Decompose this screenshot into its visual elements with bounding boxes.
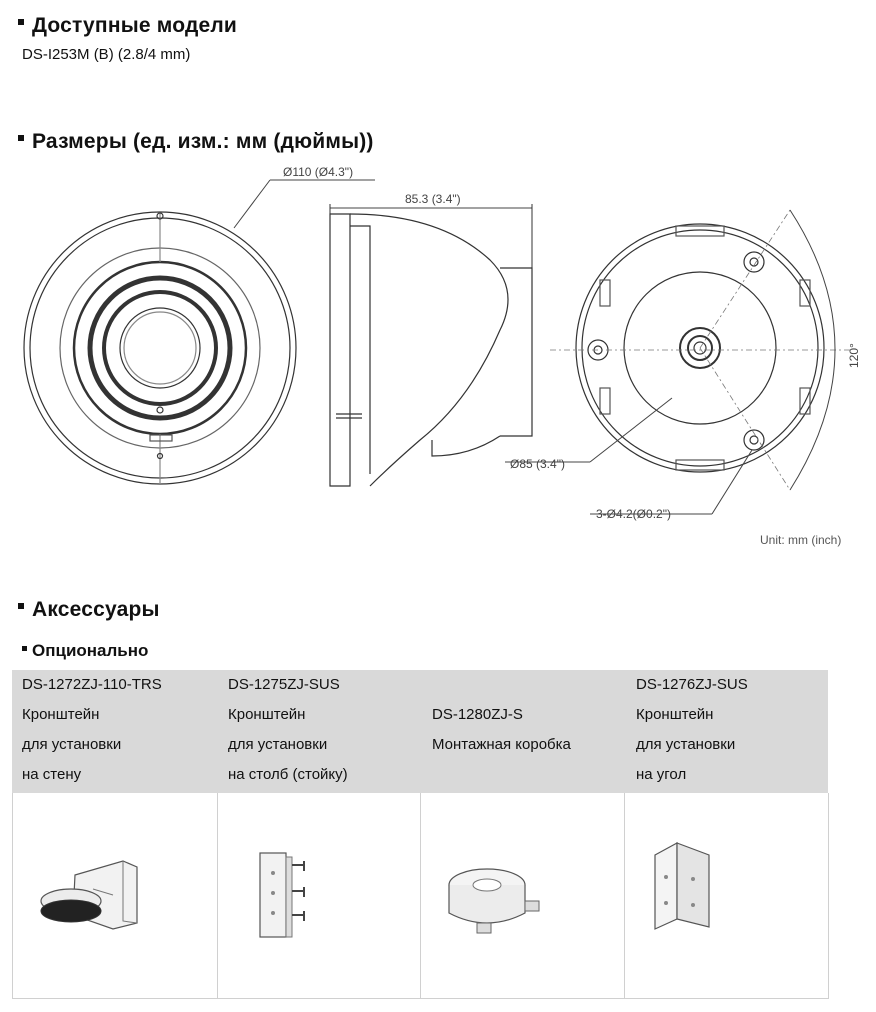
dimension-drawing [0, 160, 876, 560]
accessory-cell-4 [636, 670, 836, 793]
models-title-text: Доступные модели [32, 14, 238, 37]
wall-bracket-icon [13, 793, 218, 998]
accessories-title-text: Аксессуары [32, 598, 160, 621]
accessory-image-cell-1 [12, 793, 218, 998]
base-diameter-label: Ø85 (3.4") [510, 457, 565, 471]
accessory-cell-1 [22, 670, 222, 793]
accessory-desc-line: на стену [22, 766, 82, 783]
accessory-image-cell-2 [217, 793, 421, 998]
table-right-border [828, 793, 829, 999]
accessory-desc-line: для установки [22, 736, 122, 753]
accessory-desc-line: Монтажная коробка [432, 736, 571, 753]
corner-bracket-icon [625, 793, 829, 998]
accessory-desc-line: для установки [636, 736, 736, 753]
accessory-code: DS-1275ZJ-SUS [228, 676, 340, 693]
accessories-section-title [18, 598, 160, 622]
accessory-desc-line: на столб (стойку) [228, 766, 348, 783]
accessory-desc-line: для установки [228, 736, 328, 753]
front-diameter-label: Ø110 (Ø4.3") [283, 165, 354, 179]
accessory-desc-line: Кронштейн [636, 706, 714, 723]
accessory-code: DS-1276ZJ-SUS [636, 676, 748, 693]
dimensions-title-text: Размеры (ед. изм.: мм (дюймы)) [32, 130, 374, 153]
holes-label: 3-Ø4.2(Ø0.2") [596, 507, 671, 521]
dimensions-section-title [18, 130, 374, 154]
optional-subtitle [22, 641, 148, 661]
angle-label: 120° [847, 343, 861, 368]
optional-label: Опционально [32, 641, 149, 660]
side-view-drawing [330, 204, 532, 486]
model-name: DS-I253M (B) (2.8/4 mm) [22, 46, 191, 63]
bullet-icon [18, 19, 24, 25]
bullet-icon [22, 646, 27, 651]
table-bottom-border [12, 998, 828, 999]
accessory-desc-line: на угол [636, 766, 687, 783]
bullet-icon [18, 135, 24, 141]
accessory-cell-2 [228, 670, 428, 793]
accessory-code: DS-1272ZJ-110-TRS [22, 676, 162, 693]
accessory-image-cell-3 [420, 793, 625, 998]
depth-label: 85.3 (3.4") [405, 192, 461, 206]
pole-bracket-icon [218, 793, 421, 998]
accessory-desc-line: Кронштейн [228, 706, 306, 723]
models-section-title [18, 14, 237, 38]
accessory-desc-line: Кронштейн [22, 706, 100, 723]
accessory-image-cell-4 [624, 793, 829, 998]
bullet-icon [18, 603, 24, 609]
front-view-drawing [24, 180, 375, 484]
unit-note: Unit: mm (inch) [760, 533, 842, 547]
accessory-code: DS-1280ZJ-S [432, 706, 523, 723]
junction-box-icon [421, 793, 625, 998]
